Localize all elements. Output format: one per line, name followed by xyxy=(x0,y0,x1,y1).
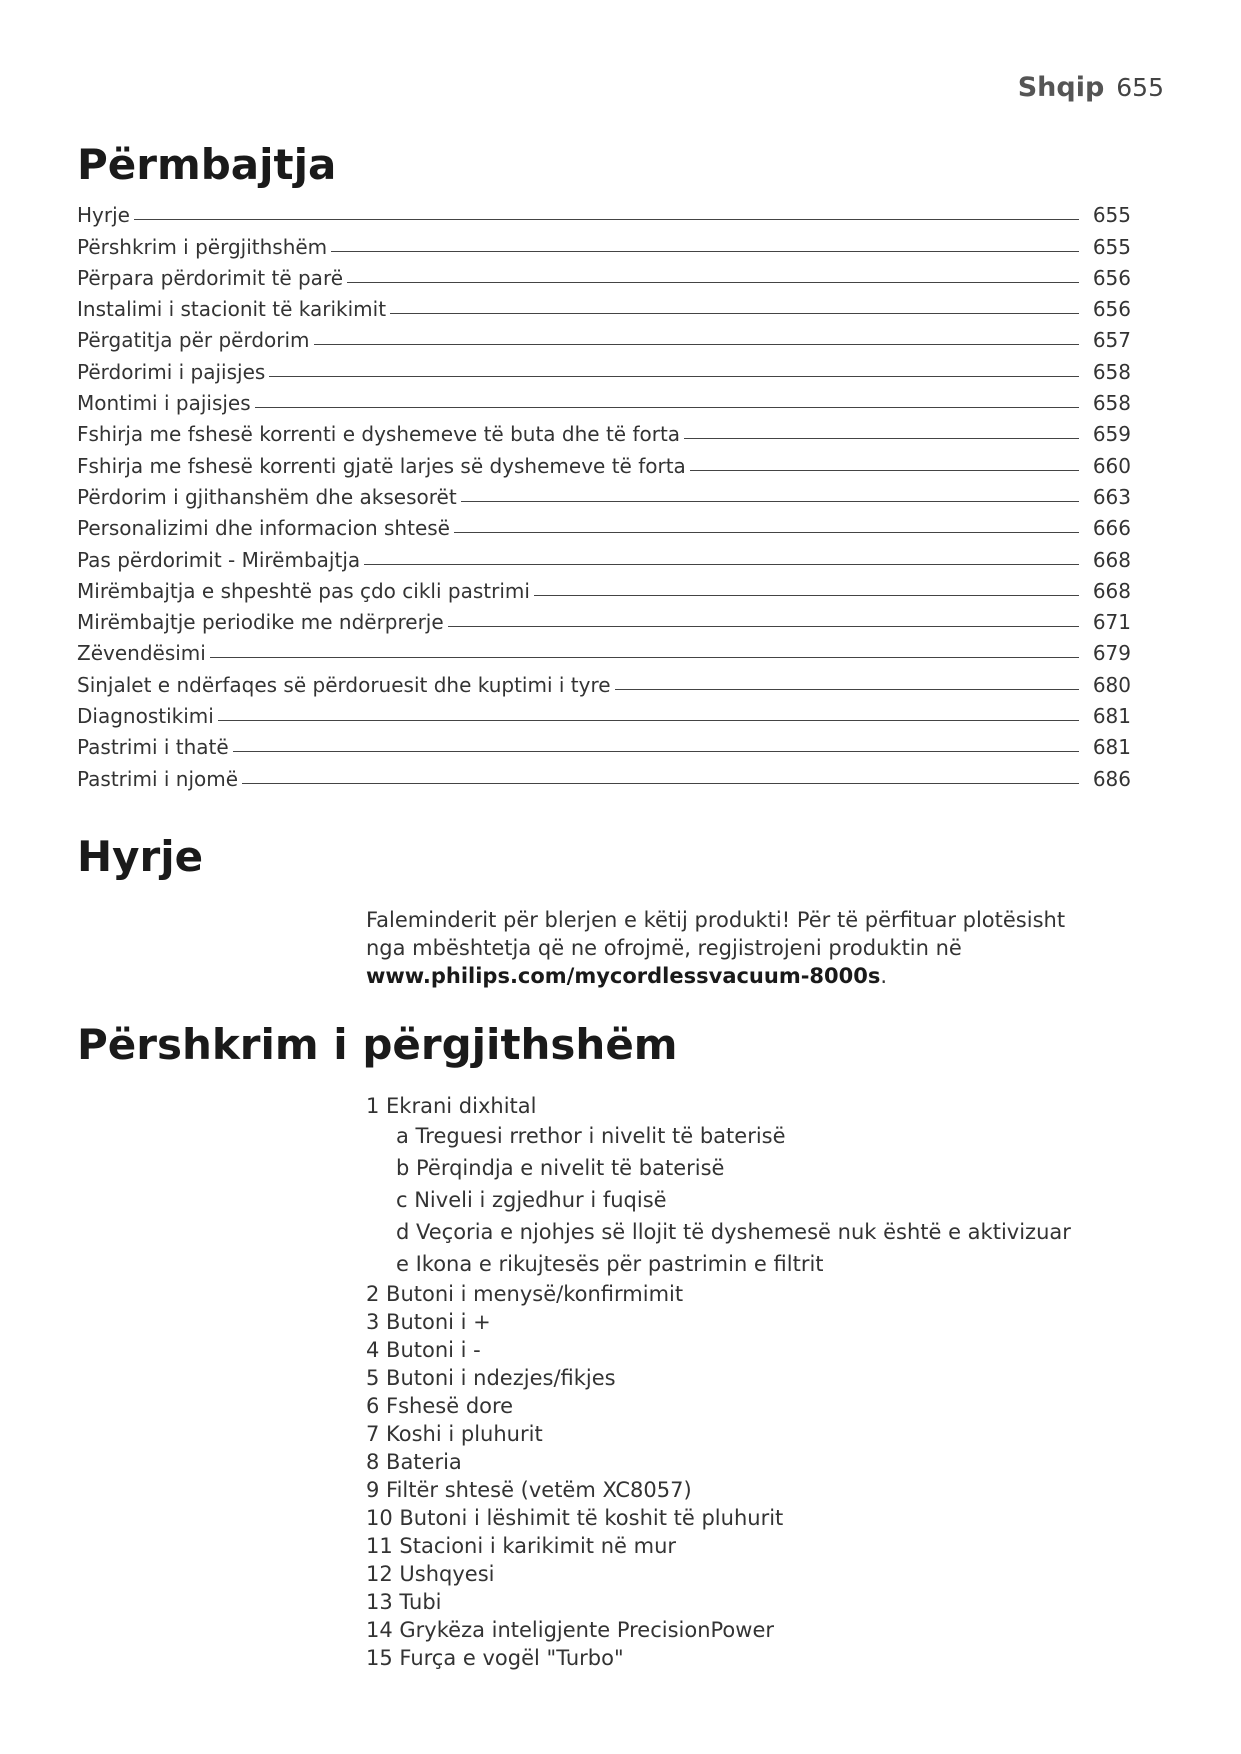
overview-subitem: b Përqindja e nivelit të baterisë xyxy=(396,1156,725,1180)
toc-entry-label: Personalizimi dhe informacion shtesë xyxy=(77,516,450,541)
toc-entry-page: 656 xyxy=(1092,297,1131,322)
toc-entry-label: Sinjalet e ndërfaqes së përdoruesit dhe kuptimi i tyre xyxy=(77,672,611,697)
toc-leader-line xyxy=(454,532,1079,533)
toc-leader-line xyxy=(218,720,1079,721)
toc-entry[interactable] xyxy=(77,227,1131,258)
toc-entry-page: 681 xyxy=(1092,735,1131,760)
overview-item: 2 Butoni i menysë/konfirmimit xyxy=(366,1282,684,1306)
overview-item: 15 Furça e vogël "Turbo" xyxy=(366,1646,624,1670)
overview-item: 12 Ushqyesi xyxy=(366,1562,495,1586)
toc-entry-label: Diagnostikimi xyxy=(77,704,214,729)
toc-entry-page: 655 xyxy=(1092,234,1131,259)
overview-title: Përshkrim i përgjithshëm xyxy=(77,1020,678,1069)
toc-leader-line xyxy=(314,344,1079,345)
toc-entry[interactable] xyxy=(77,290,1131,321)
toc-leader-line xyxy=(347,282,1079,283)
toc-entry-label: Instalimi i stacionit të karikimit xyxy=(77,297,387,322)
toc-leader-line xyxy=(269,376,1079,377)
toc-entry-page: 656 xyxy=(1092,265,1131,290)
toc-entry[interactable] xyxy=(77,321,1131,352)
intro-title: Hyrje xyxy=(77,832,204,881)
overview-list xyxy=(366,1092,1071,1672)
toc-entry-page: 671 xyxy=(1092,610,1131,635)
overview-item: 8 Bateria xyxy=(366,1450,462,1474)
toc-entry-page: 686 xyxy=(1092,766,1131,791)
toc-leader-line xyxy=(364,564,1079,565)
overview-item: 3 Butoni i + xyxy=(366,1310,491,1334)
toc-entry-label: Përpara përdorimit të parë xyxy=(77,265,344,290)
toc-entry[interactable] xyxy=(77,478,1131,509)
toc-leader-line xyxy=(461,501,1079,502)
toc-leader-line xyxy=(615,689,1079,690)
toc-entry[interactable] xyxy=(77,759,1131,790)
toc-entry-label: Montimi i pajisjes xyxy=(77,391,251,416)
toc-entry-label: Pastrimi i njomë xyxy=(77,766,239,791)
toc-leader-line xyxy=(534,595,1079,596)
toc-entry[interactable] xyxy=(77,572,1131,603)
overview-item: 4 Butoni i - xyxy=(366,1338,481,1362)
page-header xyxy=(1018,72,1164,103)
toc-entry-page: 681 xyxy=(1092,704,1131,729)
toc-entry[interactable] xyxy=(77,384,1131,415)
toc-leader-line xyxy=(684,438,1079,439)
overview-item: 5 Butoni i ndezjes/fikjes xyxy=(366,1366,616,1390)
overview-item: 1 Ekrani dixhital xyxy=(366,1094,537,1118)
toc-entry-page: 657 xyxy=(1092,328,1131,353)
toc-leader-line xyxy=(690,470,1079,471)
toc-entry[interactable] xyxy=(77,446,1131,477)
overview-item: 13 Tubi xyxy=(366,1590,442,1614)
overview-subitem: a Treguesi rrethor i nivelit të baterisë xyxy=(396,1124,786,1148)
toc-entry-page: 655 xyxy=(1092,203,1131,228)
toc-entry[interactable] xyxy=(77,603,1131,634)
toc-entry[interactable] xyxy=(77,540,1131,571)
toc-entry[interactable] xyxy=(77,728,1131,759)
toc-entry-label: Përshkrim i përgjithshëm xyxy=(77,234,328,259)
toc-entry-label: Përgatitja për përdorim xyxy=(77,328,310,353)
overview-item: 9 Filtër shtesë (vetëm XC8057) xyxy=(366,1478,692,1502)
toc-entry-page: 659 xyxy=(1092,422,1131,447)
toc-entry-label: Hyrje xyxy=(77,203,130,228)
overview-item: 11 Stacioni i karikimit në mur xyxy=(366,1534,677,1558)
toc-entry-page: 680 xyxy=(1092,672,1131,697)
intro-paragraph xyxy=(366,906,1086,990)
toc-entry[interactable] xyxy=(77,634,1131,665)
toc-entry-page: 658 xyxy=(1092,359,1131,384)
toc-leader-line xyxy=(210,657,1079,658)
toc-entry-page: 668 xyxy=(1092,547,1131,572)
toc-entry[interactable] xyxy=(77,697,1131,728)
toc-entry-page: 663 xyxy=(1092,484,1131,509)
toc-entry[interactable] xyxy=(77,665,1131,696)
toc-entry-label: Përdorim i gjithanshëm dhe aksesorët xyxy=(77,484,457,509)
toc-entry[interactable] xyxy=(77,509,1131,540)
toc-entry-label: Mirëmbajtja e shpeshtë pas çdo cikli pastrimi xyxy=(77,578,530,603)
toc-entry-page: 660 xyxy=(1092,453,1131,478)
toc-entry-label: Zëvendësimi xyxy=(77,641,206,666)
toc-entry-label: Fshirja me fshesë korrenti gjatë larjes së dyshemeve të forta xyxy=(77,453,686,478)
toc-entry-page: 668 xyxy=(1092,578,1131,603)
toc-leader-line xyxy=(390,313,1079,314)
toc-title: Përmbajtja xyxy=(77,140,337,189)
toc-leader-line xyxy=(233,751,1079,752)
toc-leader-line xyxy=(331,251,1079,252)
toc-leader-line xyxy=(134,219,1079,220)
toc-entry-label: Fshirja me fshesë korrenti e dyshemeve të buta dhe të forta xyxy=(77,422,681,447)
toc-entry-page: 679 xyxy=(1092,641,1131,666)
toc-entry[interactable] xyxy=(77,196,1131,227)
overview-subitem: d Veçoria e njohjes së llojit të dyshemesë nuk është e aktivizuar xyxy=(396,1220,1071,1244)
language-label: Shqip xyxy=(1017,72,1105,103)
toc-leader-line xyxy=(255,407,1079,408)
toc-leader-line xyxy=(242,783,1079,784)
table-of-contents xyxy=(77,196,1131,791)
toc-entry[interactable] xyxy=(77,259,1131,290)
toc-entry-label: Mirëmbajtje periodike me ndërprerje xyxy=(77,610,444,635)
toc-entry-page: 666 xyxy=(1092,516,1131,541)
intro-end: . xyxy=(880,964,888,988)
toc-entry[interactable] xyxy=(77,415,1131,446)
toc-leader-line xyxy=(448,626,1079,627)
page-number: 655 xyxy=(1116,73,1164,102)
overview-item: 10 Butoni i lëshimit të koshit të pluhurit xyxy=(366,1506,784,1530)
toc-entry-label: Pastrimi i thatë xyxy=(77,735,229,760)
toc-entry-label: Përdorimi i pajisjes xyxy=(77,359,266,384)
registration-link[interactable]: www.philips.com/mycordlessvacuum-8000s xyxy=(366,964,881,988)
overview-subitem: c Niveli i zgjedhur i fuqisë xyxy=(396,1188,667,1212)
overview-item: 7 Koshi i pluhurit xyxy=(366,1422,543,1446)
overview-item: 14 Grykëza inteligjente PrecisionPower xyxy=(366,1618,775,1642)
overview-item: 6 Fshesë dore xyxy=(366,1394,514,1418)
toc-entry-label: Pas përdorimit - Mirëmbajtja xyxy=(77,547,361,572)
overview-subitem: e Ikona e rikujtesës për pastrimin e filtrit xyxy=(396,1252,824,1276)
toc-entry[interactable] xyxy=(77,352,1131,383)
toc-entry-page: 658 xyxy=(1092,391,1131,416)
intro-text: Faleminderit për blerjen e këtij produkti! Për të përfituar plotësisht nga mbështetja që ne ofrojmë, regjistrojeni produktin në xyxy=(366,908,1066,960)
